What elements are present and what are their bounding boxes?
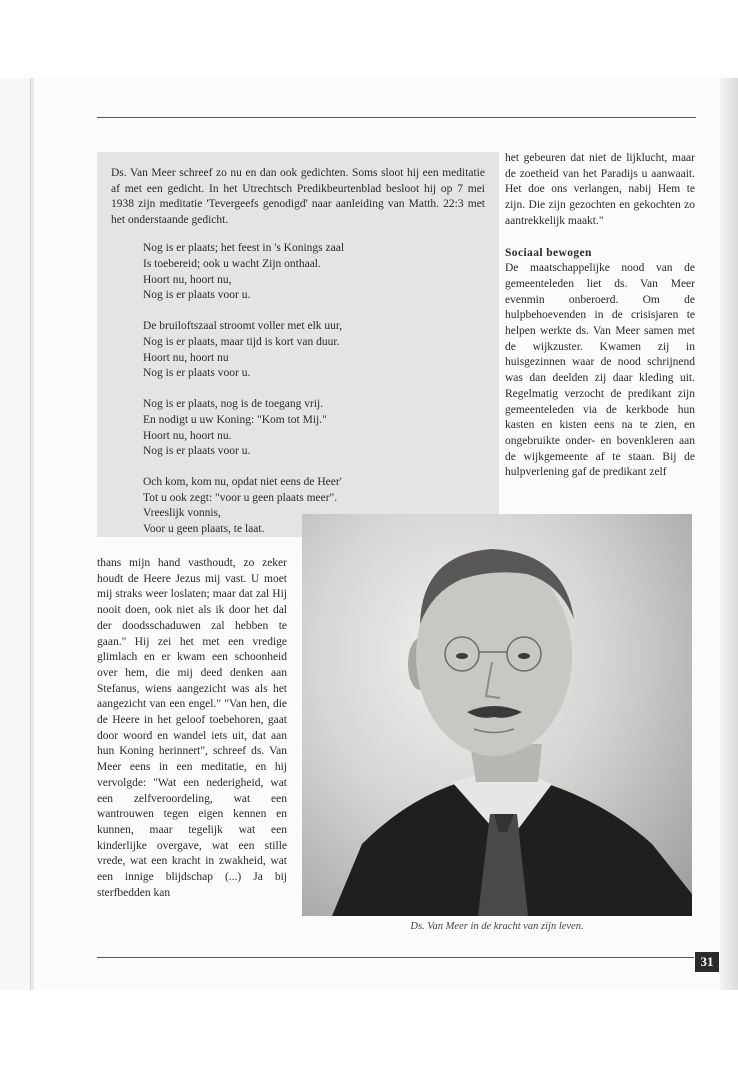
poem-line: Tot u ook zegt: "voor u geen plaats meer". xyxy=(143,491,338,504)
poem-stanza-1 xyxy=(143,241,485,303)
left-paragraph: thans mijn hand vasthoudt, zo zeker houdt de Heere Jezus mij vast. U moet mij straks weer loslaten; maar dat zal Hij nooit doen, ook niet als ik door het dal der doodsschaduwen zal hebben te gaan." Hij zei het met een vredige glimlach en er kwam een schoonheid over hem, die mij deed denken aan Stefanus, wiens aangezicht was als het aangezicht van een engel." "Van hen, die de Heere in het geloof toebehoren, gaat door woord en wandel iets uit, dat aan hun Koning herinnert", schreef ds. Van Meer eens in een meditatie, en hij vervolgde: "Wat een nederigheid, wat een zelfveroordeling, wat een wantrouwen tegen eigen kennen en kunnen, maar tegelijk wat een kinderlijke overgave, wat een stille vrede, wat een kracht in zwakheid, wat een innige blijdschap (...) Ja bij sterfbedden kan xyxy=(97,557,287,899)
poem-line: Hoort nu, hoort nu xyxy=(143,351,229,364)
poem-line: En nodigt u uw Koning: "Kom tot Mij." xyxy=(143,413,327,426)
poem-stanza-2 xyxy=(143,319,485,381)
poem-line: Och kom, kom nu, opdat niet eens de Heer' xyxy=(143,476,342,489)
page-number: 31 xyxy=(695,952,719,972)
poem-line: Voor u geen plaats, te laat. xyxy=(143,523,265,536)
poem-line: Hoort nu, hoort nu. xyxy=(143,429,232,442)
right-paragraph-1: het gebeuren dat niet de lijklucht, maar de zoetheid van het Paradijs u aanwaait. Het doe ons verlangen, nabij Hem te zijn. Die zijn gezochten en gekochten zo aantrekkelijk maakt." xyxy=(505,152,695,227)
portrait-photo xyxy=(302,514,692,916)
poem-line: Nog is er plaats, maar tijd is kort van duur. xyxy=(143,335,340,348)
photo-caption: Ds. Van Meer in de kracht van zijn leven. xyxy=(410,921,584,932)
poem-line: Nog is er plaats voor u. xyxy=(143,367,251,380)
poem-line: Is toebereid; ook u wacht Zijn onthaal. xyxy=(143,257,321,270)
intro-paragraph: Ds. Van Meer schreef zo nu en dan ook gedichten. Soms sloot hij een meditatie af met een gedicht. In het Utrechtsch Predikbeurtenblad besloot hij op 7 mei 1938 zijn meditatie 'Tevergeefs genodigd' naar aanleiding van Matth. 22:3 met het onderstaande gedicht. xyxy=(111,167,485,226)
facing-page-edge xyxy=(0,78,31,990)
right-paragraph-2: De maatschappelijke nood van de gemeenteleden liet ds. Van Meer evenmin onberoerd. Om de hulpbehoevenden in de crisisjaren te helpen werkte ds. Van Meer samen met de wijkzuster. Kwamen zij in huisgezinnen waar de nood schrijnend was dan deelden zij daar kleding uit. Regelmatig verzocht de predikant zijn gemeenteleden via de kerkbode hun kasten en kisten eens na te zien, en ongebruikte onder- en bovenkleren aan de wijkgemeente af te staan. Bij de hulpverlening gaf de predikant zelf xyxy=(505,262,695,479)
poem-line: Nog is er plaats voor u. xyxy=(143,289,251,302)
poem-line: De bruiloftszaal stroomt voller met elk uur, xyxy=(143,320,343,333)
bottom-rule xyxy=(97,957,694,958)
poem-line: Vreeslijk vonnis, xyxy=(143,507,221,520)
poem-line: Hoort nu, hoort nu, xyxy=(143,273,232,286)
right-column xyxy=(505,151,695,481)
section-heading: Sociaal bewogen xyxy=(505,246,592,259)
poem-line: Nog is er plaats voor u. xyxy=(143,445,251,458)
page-curl-shadow xyxy=(720,78,738,990)
portrait-illustration xyxy=(302,514,692,916)
poem xyxy=(111,241,485,537)
poem-line: Nog is er plaats, nog is de toegang vrij. xyxy=(143,398,324,411)
poem-box xyxy=(97,152,499,537)
left-column xyxy=(97,556,287,901)
poem-line: Nog is er plaats; het feest in 's Konings zaal xyxy=(143,242,345,255)
top-rule xyxy=(97,117,696,118)
poem-stanza-3 xyxy=(143,397,485,459)
